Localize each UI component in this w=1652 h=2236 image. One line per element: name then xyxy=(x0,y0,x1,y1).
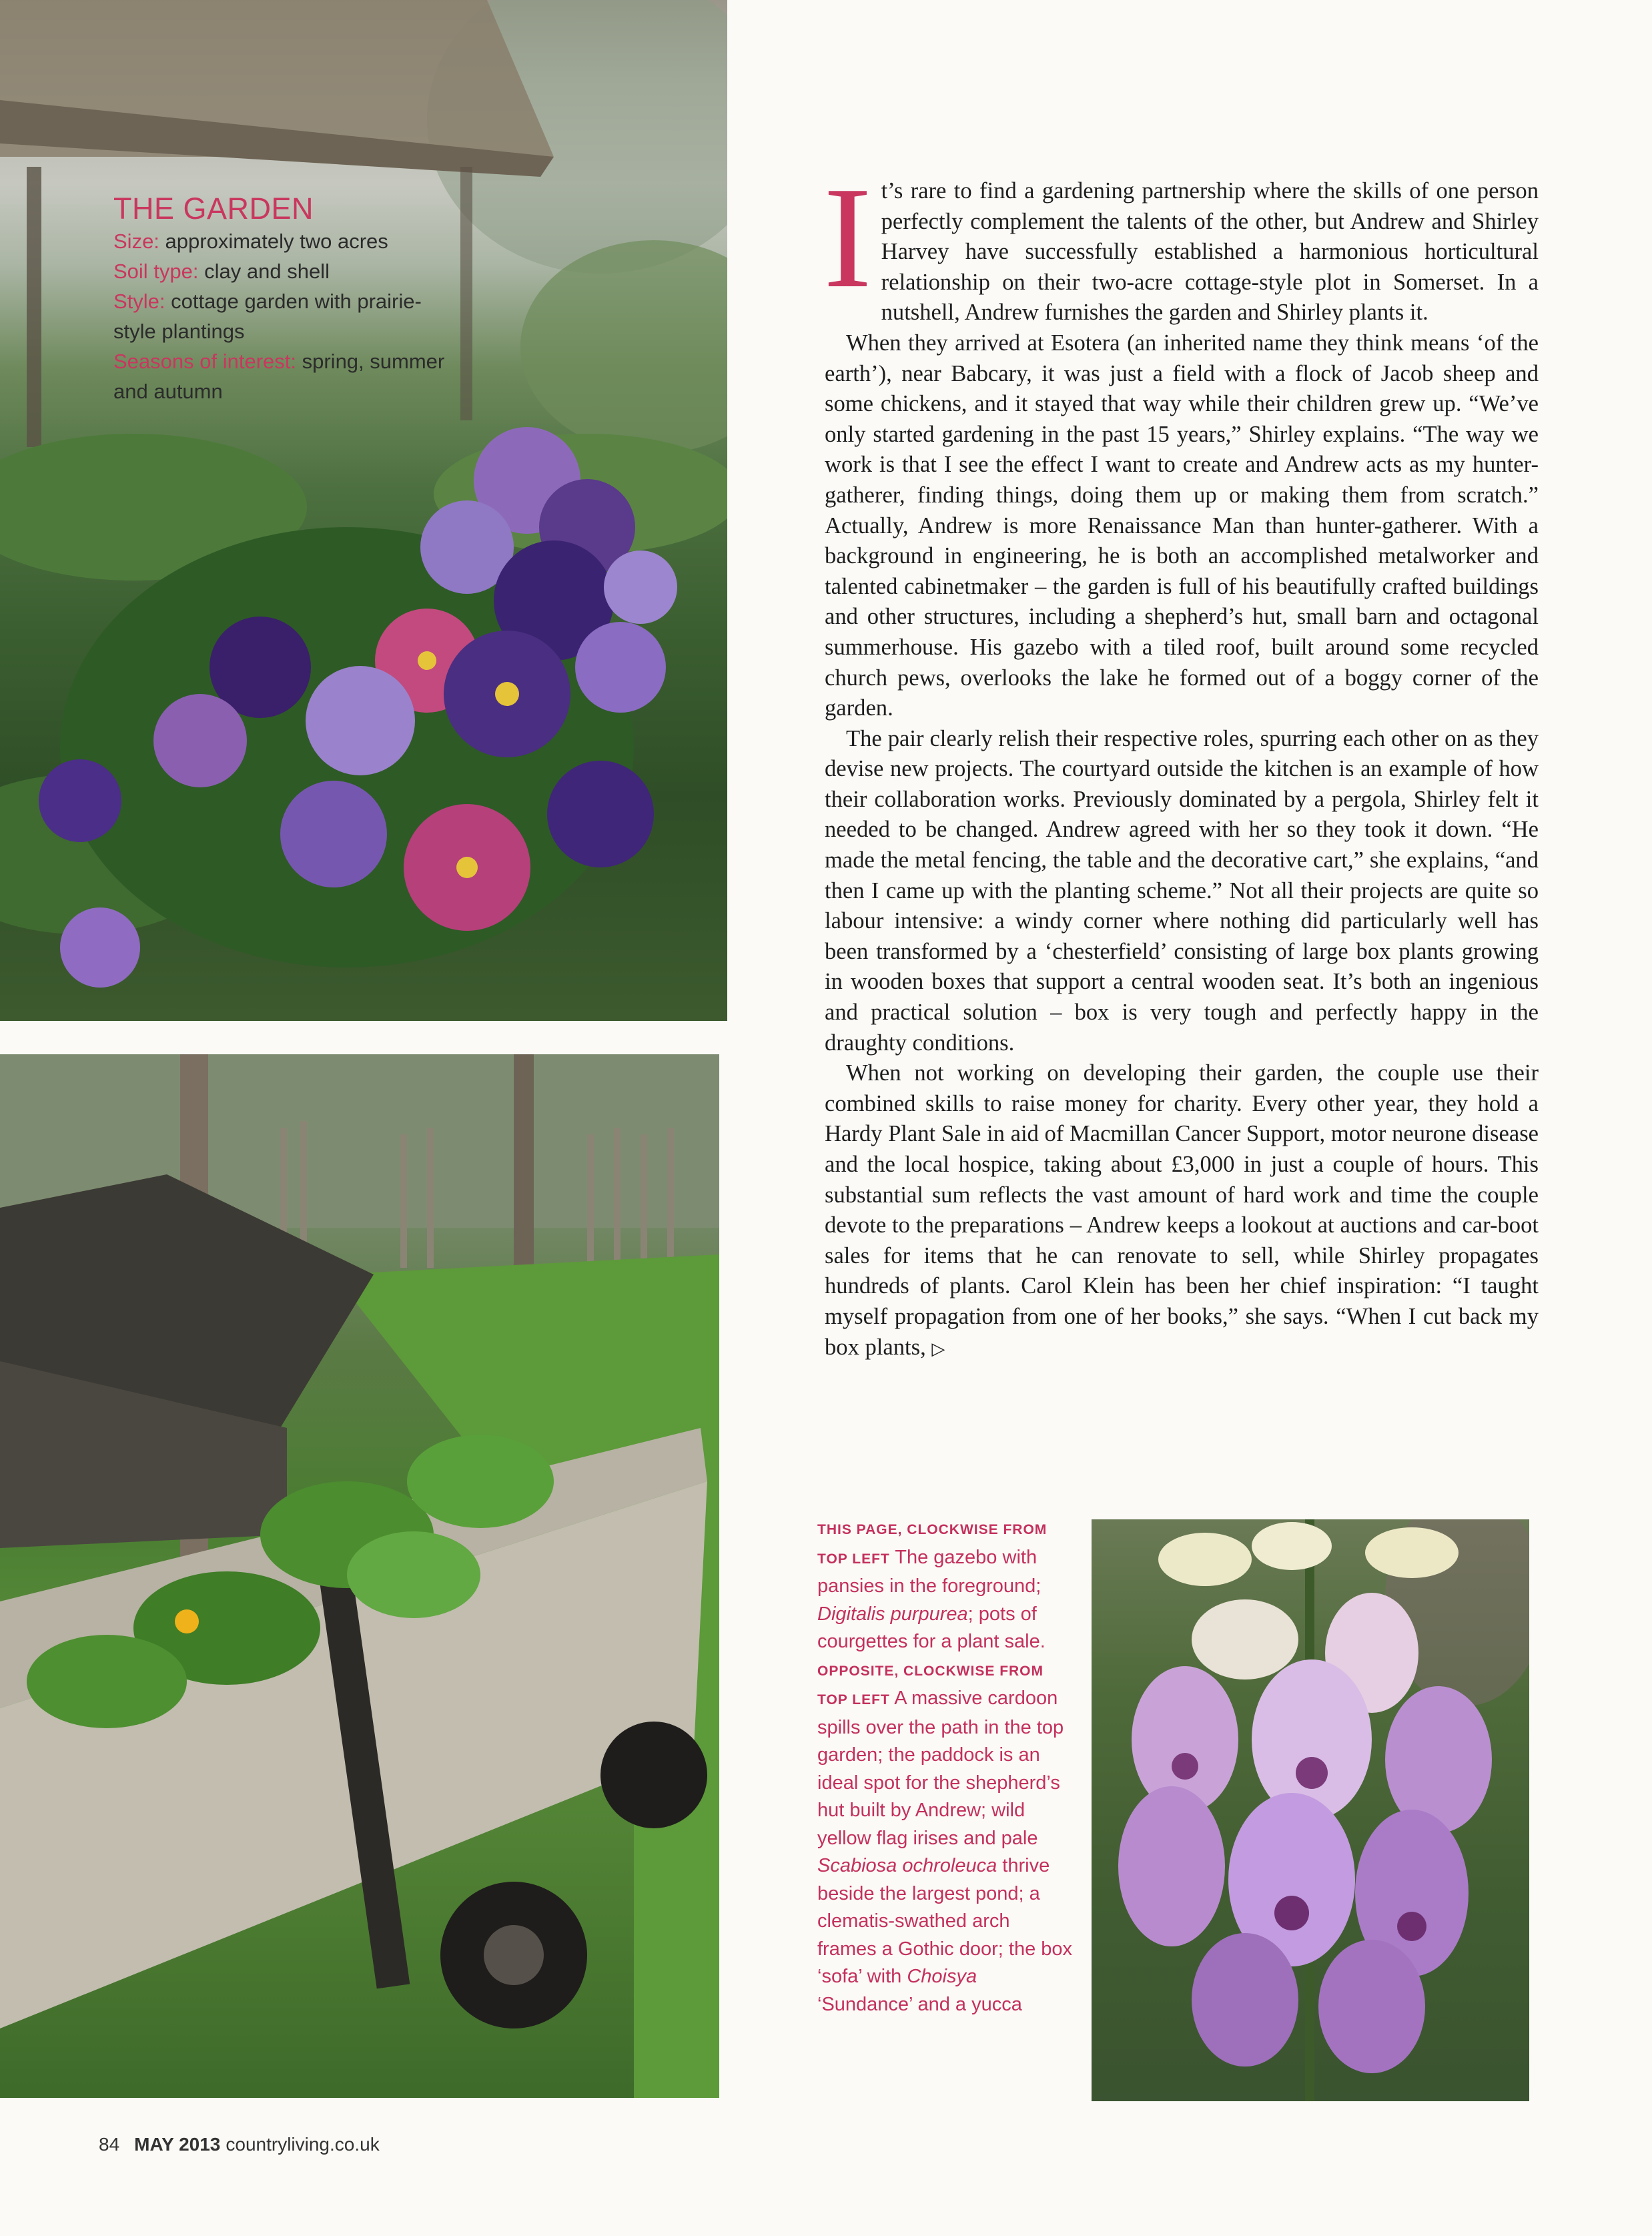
continue-arrow-icon: ▷ xyxy=(931,1339,945,1359)
foxglove-illustration xyxy=(1092,1519,1529,2101)
page-number: 84 xyxy=(99,2134,120,2155)
gazebo-pansies-photo xyxy=(0,0,727,1021)
paragraph-4-text: When not working on developing their garden, the couple use their combined skills to raise money for charity. Every other year, they hold a Hardy Plant Sale in aid of Macmillan Cancer Support, motor neurone disease and the local hospice, taking about £3,000 in just a couple of hours. This substantial sum reflects the vast amount of hard work and time the couple devote to the preparations – Andrew keeps a lookout at auctions and car-boot sales for items that he can renovate to sell, while Shirley propagates hundreds of plants. Carol Klein has been her chief inspiration: “I taught myself propagation from one of her books,” she says. “When I cut back my box plants, xyxy=(825,1060,1539,1360)
courgette-cart-photo xyxy=(0,1054,719,2098)
garden-info-box xyxy=(113,194,460,406)
style-value: cottage garden with prairie-style plantings xyxy=(113,290,422,343)
paragraph-1-text: t’s rare to find a gardening partnership where the skills of one person perfectly complement the talents of the other, but Andrew and Shirley Harvey have successfully established a harmonious horticultural relationship on their two-acre cottage-style plot in Somerset. In a nutshell, Andrew furnishes the garden and Shirley plants it. xyxy=(881,178,1539,326)
garden-style xyxy=(113,286,460,346)
article-paragraph-1 xyxy=(823,157,1539,328)
style-label: Style: xyxy=(113,290,165,313)
article-paragraph-2: When they arrived at Esotera (an inherited name they think means ‘of the earth’), near Babcary, it was just a field with a flock of Jacob sheep and some chickens, and it stayed that way while their children grew up. “We’ve only started gardening in the past 15 years,” Shirley explains. “The way we work is that I see the effect I want to create and Andrew acts as my hunter-gatherer, finding things, doing them up or making them from scratch.” Actually, Andrew is more Renaissance Man than hunter-gatherer. With a background in engineering, he is both an accomplished metalworker and talented cabinetmaker – the garden is full of his beautifully crafted buildings and other structures, including a shepherd’s hut, small barn and octagonal summerhouse. His gazebo with a tiled roof, built around some recycled church pews, overlooks the lake he formed out of a boggy corner of the garden. xyxy=(825,330,1539,721)
drop-cap: I xyxy=(823,157,872,318)
caption-italic-scabiosa: Scabiosa ochroleuca xyxy=(817,1855,997,1876)
page-footer xyxy=(99,2134,380,2155)
caption-italic-choisya: Choisya xyxy=(907,1966,977,1987)
caption-italic-digitalis: Digitalis purpurea xyxy=(817,1603,968,1625)
soil-value: clay and shell xyxy=(198,260,330,283)
garden-soil xyxy=(113,256,460,286)
caption-text-1b: ; pots of courgettes for a plant sale. xyxy=(817,1603,1046,1652)
caption-text-2a: A massive cardoon spills over the path in the top garden; the paddock is an ideal spot for the shepherd’s hut built by Andrew; wild yellow flag irises and pale xyxy=(817,1688,1064,1849)
caption-lead-opposite: OPPOSITE, CLOCKWISE FROM TOP LEFT xyxy=(817,1663,1044,1708)
soil-label: Soil type: xyxy=(113,260,199,283)
seasons-value: spring, summer and autumn xyxy=(113,350,445,403)
caption-text-1a: The gazebo with pansies in the foreground; xyxy=(817,1546,1042,1597)
website: countryliving.co.uk xyxy=(226,2134,380,2155)
caption-text-2b: thrive beside the largest pond; a clematis-swathed arch frames a Gothic door; the box ‘sofa’ with xyxy=(817,1855,1073,1987)
article-paragraph-3: The pair clearly relish their respective roles, spurring each other on as they devise new projects. The courtyard outside the kitchen is an example of how their collaboration works. Previously dominated by a pergola, Shirley felt it needed to be changed. Andrew agreed with her so they took it down. “He made the metal fencing, the table and the decorative cart,” she explains, “and then I came up with the planting scheme.” Not all their projects are quite so labour intensive: a windy corner where nothing did particularly well has been transformed by a ‘chesterfield’ consisting of large box plants growing in wooden boxes that support a central wooden seat. It’s both an ingenious and practical solution – box is very tough and perfectly happy in the draughty conditions. xyxy=(825,725,1539,1056)
caption-text-2c: ‘Sundance’ and a yucca xyxy=(817,1993,1022,2015)
seasons-label: Seasons of interest: xyxy=(113,350,296,373)
garden-info-heading: THE GARDEN xyxy=(113,192,314,226)
caption-lead-this-page: THIS PAGE, CLOCKWISE FROM TOP LEFT xyxy=(817,1522,1048,1567)
article-body xyxy=(823,157,1539,1365)
photo-caption xyxy=(817,1515,1074,2018)
foxglove-photo xyxy=(1092,1519,1529,2101)
size-value: approximately two acres xyxy=(159,230,388,253)
gazebo-pansies-illustration xyxy=(0,0,727,1021)
garden-size xyxy=(113,226,460,256)
article-paragraph-4 xyxy=(825,1058,1539,1365)
courgette-cart-illustration xyxy=(0,1054,719,2098)
issue-date: MAY 2013 xyxy=(134,2134,221,2155)
size-label: Size: xyxy=(113,230,159,253)
garden-seasons xyxy=(113,346,460,406)
